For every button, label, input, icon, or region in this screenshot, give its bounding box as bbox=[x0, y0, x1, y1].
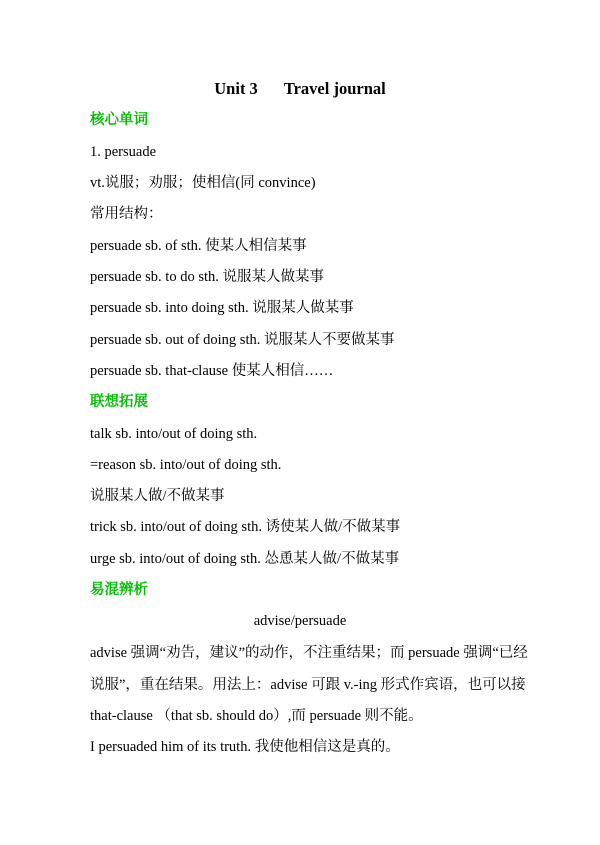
association-line: talk sb. into/out of doing sth. bbox=[90, 426, 258, 442]
word-entry: 1. persuade bbox=[90, 144, 157, 160]
paragraph-line: that-clause （that sb. should do）,而 persuade 则不能。 bbox=[90, 708, 423, 724]
association-line: 说服某人做/不做某事 bbox=[90, 488, 225, 504]
example-sentence: I persuaded him of its truth. 我使他相信这是真的。 bbox=[90, 739, 400, 755]
title-unit: Unit 3 bbox=[214, 79, 258, 98]
association-line: trick sb. into/out of doing sth. 诱使某人做/不做某事 bbox=[90, 519, 401, 535]
page-title bbox=[0, 78, 600, 100]
word-definition: vt.说服；劝服；使相信(同 convince) bbox=[90, 175, 316, 191]
structures-label: 常用结构： bbox=[90, 206, 163, 222]
confusion-subtitle: advise/persuade bbox=[253, 613, 347, 629]
paragraph-line: advise 强调“劝告，建议”的动作，不注重结果；而 persuade 强调“已经 bbox=[90, 645, 528, 661]
section-heading-core: 核心单词 bbox=[90, 112, 148, 128]
structure-line: persuade sb. of sth. 使某人相信某事 bbox=[90, 238, 307, 254]
structure-line: persuade sb. that-clause 使某人相信…… bbox=[90, 363, 334, 379]
section-heading-confusion: 易混辨析 bbox=[90, 582, 148, 598]
section-heading-association: 联想拓展 bbox=[90, 394, 148, 410]
association-line: =reason sb. into/out of doing sth. bbox=[90, 457, 282, 473]
paragraph-line: 说服”，重在结果。用法上：advise 可跟 v.-ing 形式作宾语，也可以接 bbox=[90, 677, 526, 693]
title-topic: Travel journal bbox=[283, 79, 386, 98]
structure-line: persuade sb. out of doing sth. 说服某人不要做某事 bbox=[90, 332, 395, 348]
association-line: urge sb. into/out of doing sth. 怂恿某人做/不做某事 bbox=[90, 551, 400, 567]
structure-line: persuade sb. to do sth. 说服某人做某事 bbox=[90, 269, 324, 285]
structure-line: persuade sb. into doing sth. 说服某人做某事 bbox=[90, 300, 354, 316]
